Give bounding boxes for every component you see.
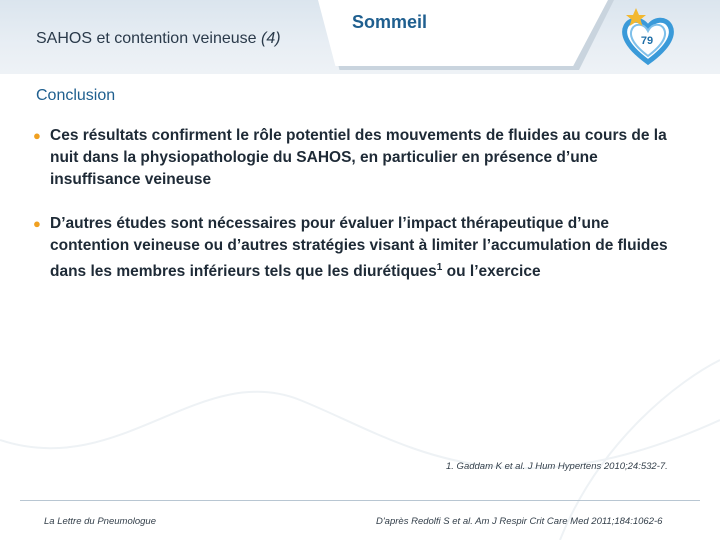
bullet-dot-icon: ● bbox=[33, 216, 41, 231]
bullet-dot-icon: ● bbox=[33, 128, 41, 143]
bullet-text-end: ou l’exercice bbox=[442, 263, 541, 281]
slide-title-main: SAHOS et contention veineuse bbox=[36, 30, 257, 47]
bullet-text: Ces résultats confirment le rôle potentiel des mouvements de fluides au cours de la nuit dans la physiopathologie du SAHOS, en particulier en présence d’une insuffisance veineuse bbox=[50, 127, 667, 188]
section-title: Sommeil bbox=[352, 12, 428, 32]
page-number: 79 bbox=[640, 35, 654, 47]
header-tab bbox=[318, 0, 608, 66]
bullet-item bbox=[33, 213, 676, 283]
slide-title-suffix: (4) bbox=[261, 30, 281, 47]
footer-journal: La Lettre du Pneumologue bbox=[44, 516, 156, 527]
reference-citation: 1. Gaddam K et al. J Hum Hypertens 2010;24:532-7. bbox=[446, 461, 668, 472]
bullet-item bbox=[33, 125, 676, 191]
bullet-text-main: D’autres études sont nécessaires pour évaluer l’impact thérapeutique d’une contention veineuse ou d’autres stratégies visant à limiter l’accumulation de fluides dans les membres inférieurs tels que les diurétiques bbox=[50, 215, 668, 281]
footer-divider bbox=[20, 500, 700, 501]
slide-title bbox=[36, 30, 281, 48]
conclusion-heading: Conclusion bbox=[36, 87, 116, 104]
footer-source: D'après Redolfi S et al. Am J Respir Crit Care Med 2011;184:1062-6 bbox=[376, 516, 663, 527]
bullet-text bbox=[36, 213, 676, 283]
reference-superscript: 1 bbox=[436, 262, 443, 273]
